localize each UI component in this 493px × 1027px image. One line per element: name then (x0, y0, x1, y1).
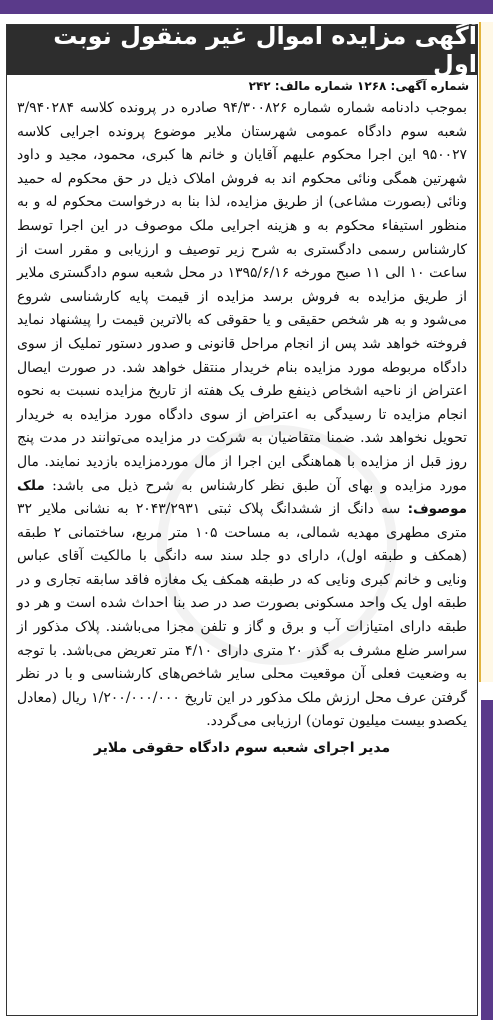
right-neighbor-ad-panel (479, 22, 493, 682)
notice-meta: شماره آگهی: ۱۲۶۸ شماره مالف: ۲۴۲ (248, 79, 469, 93)
property-label: ملک موصوف: (17, 477, 467, 518)
notice-body (7, 95, 477, 734)
right-neighbor-ad-panel-2 (481, 700, 493, 1020)
top-banner-strip (0, 0, 493, 14)
property-description: سه دانگ از ششدانگ پلاک ثبتی ۲۰۴۳/۲۹۳۱ به نشانی ملایر ۳۲ متری مطهری مهدیه شمالی، به مساحت ۱۰۵ متر مربع، ساختمانی ۲ طبقه (همکف و طبقه اول)، دارای دو جلد سند سه دانگی با مالکیت آقای عباس ونایی و خانم کبری ونایی که در طبقه همکف یک مغازه فاقد سابقه تجاری و در طبقه اول یک واحد مسکونی بصورت صد در صد بنا احداث شده است و هر دو طبقه دارای امتیازات آب و برق و گاز و تلفن مجزا می‌باشند. پلاک مذکور از سراسر ضلع مشرف به گذر ۲۰ متری دارای ۴/۱۰ متر تعریض می‌باشد. با توجه به وضعیت فعلی آن موقعیت محلی سایر شاخص‌های کارشناسی و با در نظر گرفتن عرف محل ارزش ملک مذکور در این تاریخ ۱/۲۰۰/۰۰۰/۰۰۰ ریال (معادل یکصدو بیست میلیون تومان) ارزیابی می‌گردد. (17, 501, 467, 730)
notice-intro-paragraph: بموجب دادنامه شماره شماره ۹۴/۳۰۰۸۲۶ صادره در پرونده کلاسه ۳/۹۴۰۲۸۴ شعبه سوم دادگاه عمومی شهرستان ملایر موضوع پرونده اجرایی کلاسه ۹۵۰۰۲۷ این اجرا محکوم علیهم آقایان و خانم ها کبری، محمود، مجید و داود شهرتین همگی ونائی محکوم اند به فروش املاک ذیل در حق محکوم له حمید ونائی (بصورت مشاعی) از طریق مزایده، لذا بنا به درخواست محکوم له و به منظور استیفاء محکوم به و هزینه اجرایی ملک موصوف در این اجرا توسط کارشناس رسمی دادگستری به شرح زیر توصیف و ارزیابی و مقرر است از ساعت ۱۰ الی ۱۱ صبح مورخه ۱۳۹۵/۶/۱۶ در محل شعبه سوم دادگستری ملایر از طریق مزایده به فروش برسد مزایده از قیمت پایه کارشناسی شروع می‌شود و به هر شخص حقیقی و یا حقوقی که بالاترین قیمت را پیشنهاد نماید فروخته خواهد شد پس از انجام مراحل قانونی و صدور دستور تملیک از سوی دادگاه مربوطه مورد مزایده بنام خریدار منتقل خواهد شد. در صورت ایصال اعتراض از ناحیه اشخاص ذینفع طرف یک هفته از تاریخ مزایده نسبت به نحوه انجام مزایده تا رسیدگی به اعتراض از سوی دادگاه مورد مزایده به خریدار تحویل نخواهد شد. ضمنا متقاضیان به شرکت در مزایده می‌توانند در مدت پنج روز قبل از مزایده با هماهنگی این اجرا از مال موردمزایده بازدید نمایند. مال مورد مزایده و بهای آن طبق نظر کارشناس به شرح ذیل می باشد: (17, 100, 467, 494)
notice-title: آگهی مزایده اموال غیر منقول نوبت اول (7, 25, 477, 75)
auction-notice (6, 24, 478, 1016)
notice-signature: مدیر اجرای شعبه سوم دادگاه حقوقی ملایر (93, 740, 391, 757)
